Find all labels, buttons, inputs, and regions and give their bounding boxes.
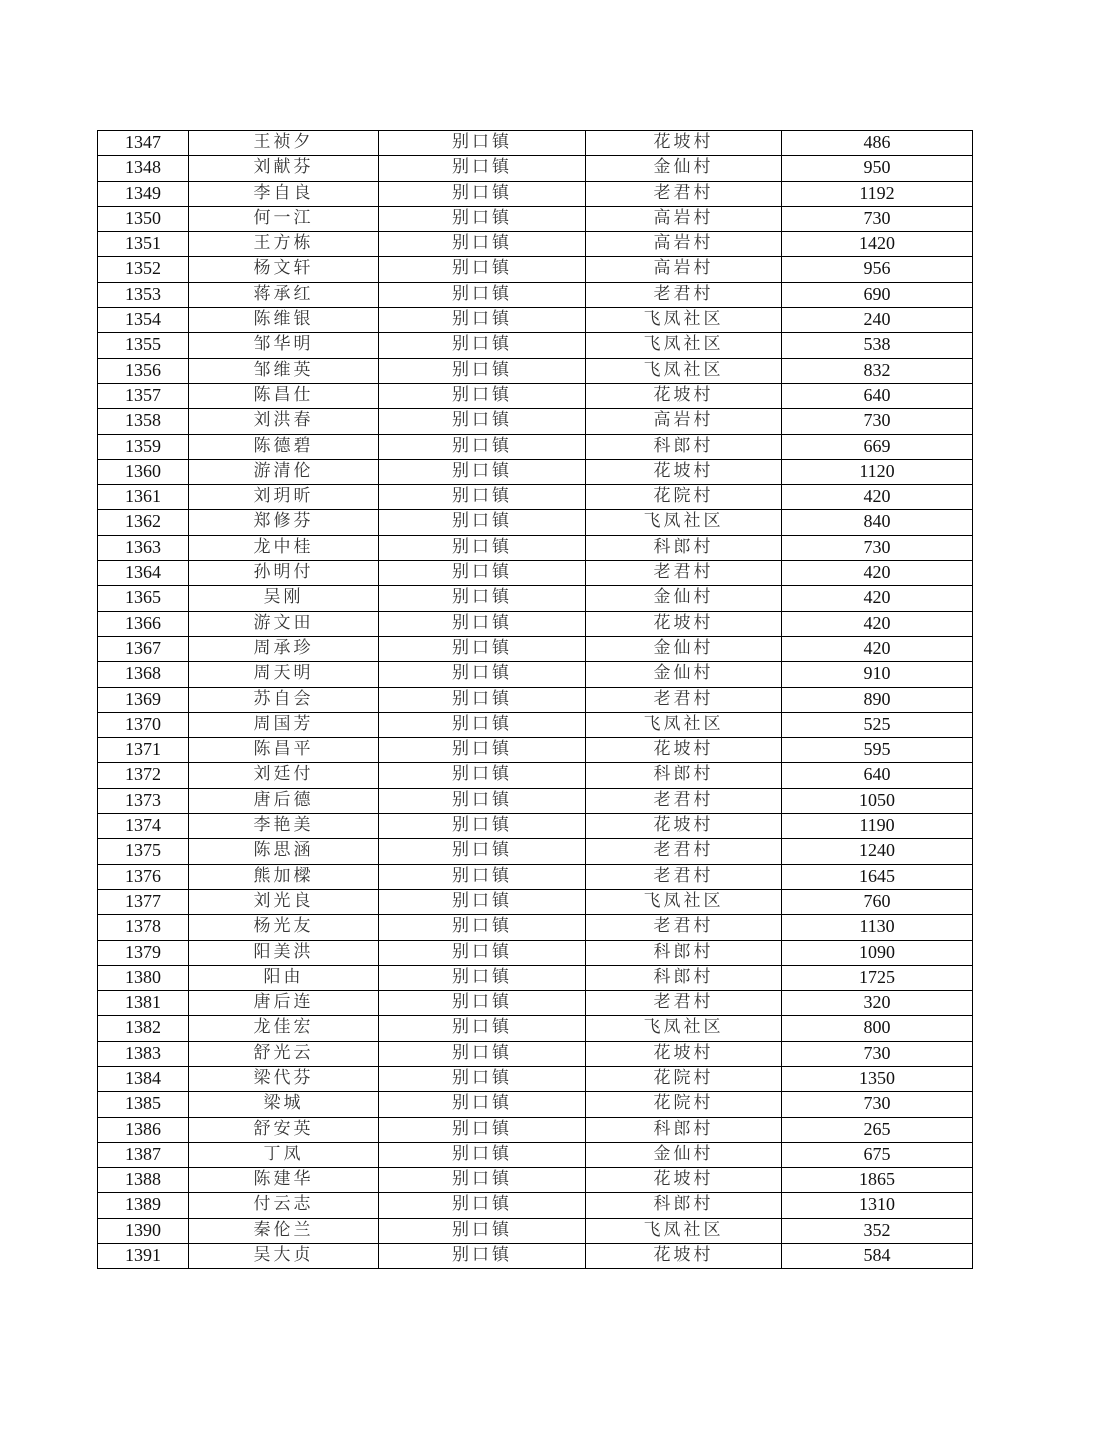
table-row [98, 510, 973, 535]
table-row [98, 839, 973, 864]
table-row [98, 1168, 973, 1193]
village-cell: 金仙村 [586, 156, 782, 181]
table-row [98, 889, 973, 914]
person-name-cell: 苏自会 [189, 687, 379, 712]
amount-cell: 538 [782, 333, 973, 358]
row-number-cell: 1385 [98, 1092, 189, 1117]
table-row [98, 358, 973, 383]
amount-cell: 890 [782, 687, 973, 712]
amount-cell: 675 [782, 1142, 973, 1167]
row-number-cell: 1391 [98, 1244, 189, 1269]
table-row [98, 1092, 973, 1117]
amount-cell: 1865 [782, 1168, 973, 1193]
village-cell: 花院村 [586, 485, 782, 510]
person-name-cell: 王祯夕 [189, 131, 379, 156]
row-number-cell: 1356 [98, 358, 189, 383]
town-cell: 别口镇 [379, 662, 586, 687]
town-cell: 别口镇 [379, 131, 586, 156]
town-cell: 别口镇 [379, 889, 586, 914]
table-row [98, 282, 973, 307]
town-cell: 别口镇 [379, 1168, 586, 1193]
row-number-cell: 1389 [98, 1193, 189, 1218]
amount-cell: 584 [782, 1244, 973, 1269]
village-cell: 科郎村 [586, 1193, 782, 1218]
row-number-cell: 1363 [98, 535, 189, 560]
village-cell: 金仙村 [586, 662, 782, 687]
village-cell: 高岩村 [586, 206, 782, 231]
row-number-cell: 1387 [98, 1142, 189, 1167]
person-name-cell: 何一江 [189, 206, 379, 231]
village-cell: 花坡村 [586, 1168, 782, 1193]
person-name-cell: 王方栋 [189, 232, 379, 257]
person-name-cell: 陈思涵 [189, 839, 379, 864]
person-name-cell: 周国芳 [189, 712, 379, 737]
table-row [98, 409, 973, 434]
town-cell: 别口镇 [379, 611, 586, 636]
town-cell: 别口镇 [379, 738, 586, 763]
town-cell: 别口镇 [379, 1244, 586, 1269]
table-row [98, 181, 973, 206]
village-cell: 老君村 [586, 915, 782, 940]
town-cell: 别口镇 [379, 864, 586, 889]
person-name-cell: 游清伦 [189, 459, 379, 484]
row-number-cell: 1371 [98, 738, 189, 763]
amount-cell: 1420 [782, 232, 973, 257]
town-cell: 别口镇 [379, 687, 586, 712]
row-number-cell: 1361 [98, 485, 189, 510]
village-cell: 高岩村 [586, 409, 782, 434]
town-cell: 别口镇 [379, 965, 586, 990]
amount-cell: 840 [782, 510, 973, 535]
village-cell: 花院村 [586, 1066, 782, 1091]
table-row [98, 131, 973, 156]
row-number-cell: 1375 [98, 839, 189, 864]
table-row [98, 611, 973, 636]
town-cell: 别口镇 [379, 308, 586, 333]
person-name-cell: 蒋承红 [189, 282, 379, 307]
person-name-cell: 周天明 [189, 662, 379, 687]
row-number-cell: 1368 [98, 662, 189, 687]
person-name-cell: 阳美洪 [189, 940, 379, 965]
amount-cell: 595 [782, 738, 973, 763]
town-cell: 别口镇 [379, 1193, 586, 1218]
row-number-cell: 1366 [98, 611, 189, 636]
table-row [98, 662, 973, 687]
amount-cell: 1090 [782, 940, 973, 965]
table-row [98, 763, 973, 788]
town-cell: 别口镇 [379, 561, 586, 586]
town-cell: 别口镇 [379, 1117, 586, 1142]
table-row [98, 1117, 973, 1142]
village-cell: 科郎村 [586, 1117, 782, 1142]
row-number-cell: 1373 [98, 788, 189, 813]
village-cell: 花坡村 [586, 738, 782, 763]
village-cell: 飞凤社区 [586, 712, 782, 737]
person-name-cell: 吴大贞 [189, 1244, 379, 1269]
amount-cell: 1240 [782, 839, 973, 864]
table-row [98, 814, 973, 839]
person-name-cell: 梁城 [189, 1092, 379, 1117]
town-cell: 别口镇 [379, 1218, 586, 1243]
row-number-cell: 1379 [98, 940, 189, 965]
row-number-cell: 1390 [98, 1218, 189, 1243]
table-row [98, 257, 973, 282]
person-name-cell: 郑修芬 [189, 510, 379, 535]
table-row [98, 788, 973, 813]
village-cell: 高岩村 [586, 257, 782, 282]
row-number-cell: 1382 [98, 1016, 189, 1041]
amount-cell: 320 [782, 991, 973, 1016]
table-row [98, 965, 973, 990]
town-cell: 别口镇 [379, 712, 586, 737]
table-row [98, 232, 973, 257]
amount-cell: 956 [782, 257, 973, 282]
amount-cell: 352 [782, 1218, 973, 1243]
person-name-cell: 陈建华 [189, 1168, 379, 1193]
row-number-cell: 1380 [98, 965, 189, 990]
village-cell: 飞凤社区 [586, 333, 782, 358]
person-name-cell: 周承珍 [189, 636, 379, 661]
table-row [98, 864, 973, 889]
village-cell: 花院村 [586, 1092, 782, 1117]
town-cell: 别口镇 [379, 991, 586, 1016]
amount-cell: 760 [782, 889, 973, 914]
amount-cell: 950 [782, 156, 973, 181]
row-number-cell: 1367 [98, 636, 189, 661]
person-name-cell: 龙佳宏 [189, 1016, 379, 1041]
person-name-cell: 刘光良 [189, 889, 379, 914]
table-row [98, 738, 973, 763]
person-name-cell: 唐后连 [189, 991, 379, 1016]
person-name-cell: 杨光友 [189, 915, 379, 940]
person-name-cell: 刘廷付 [189, 763, 379, 788]
person-name-cell: 杨文轩 [189, 257, 379, 282]
person-name-cell: 陈昌平 [189, 738, 379, 763]
amount-cell: 265 [782, 1117, 973, 1142]
person-name-cell: 李自良 [189, 181, 379, 206]
person-name-cell: 龙中桂 [189, 535, 379, 560]
row-number-cell: 1388 [98, 1168, 189, 1193]
person-name-cell: 游文田 [189, 611, 379, 636]
row-number-cell: 1374 [98, 814, 189, 839]
person-name-cell: 秦伦兰 [189, 1218, 379, 1243]
amount-cell: 800 [782, 1016, 973, 1041]
village-cell: 金仙村 [586, 636, 782, 661]
village-cell: 老君村 [586, 181, 782, 206]
person-name-cell: 刘献芬 [189, 156, 379, 181]
person-name-cell: 熊加樑 [189, 864, 379, 889]
table-row [98, 1041, 973, 1066]
table-row [98, 940, 973, 965]
row-number-cell: 1353 [98, 282, 189, 307]
row-number-cell: 1359 [98, 434, 189, 459]
table-row [98, 459, 973, 484]
village-cell: 老君村 [586, 687, 782, 712]
village-cell: 花坡村 [586, 611, 782, 636]
person-name-cell: 邹华明 [189, 333, 379, 358]
person-name-cell: 陈德碧 [189, 434, 379, 459]
person-name-cell: 丁凤 [189, 1142, 379, 1167]
village-cell: 飞凤社区 [586, 1218, 782, 1243]
row-number-cell: 1386 [98, 1117, 189, 1142]
town-cell: 别口镇 [379, 1066, 586, 1091]
row-number-cell: 1365 [98, 586, 189, 611]
row-number-cell: 1383 [98, 1041, 189, 1066]
village-cell: 科郎村 [586, 763, 782, 788]
town-cell: 别口镇 [379, 358, 586, 383]
table-row [98, 1244, 973, 1269]
person-name-cell: 刘洪春 [189, 409, 379, 434]
town-cell: 别口镇 [379, 763, 586, 788]
town-cell: 别口镇 [379, 1016, 586, 1041]
row-number-cell: 1381 [98, 991, 189, 1016]
amount-cell: 730 [782, 206, 973, 231]
person-name-cell: 舒安英 [189, 1117, 379, 1142]
village-cell: 科郎村 [586, 434, 782, 459]
town-cell: 别口镇 [379, 257, 586, 282]
row-number-cell: 1348 [98, 156, 189, 181]
village-cell: 飞凤社区 [586, 510, 782, 535]
town-cell: 别口镇 [379, 1142, 586, 1167]
amount-cell: 486 [782, 131, 973, 156]
amount-cell: 730 [782, 1092, 973, 1117]
person-name-cell: 阳由 [189, 965, 379, 990]
village-cell: 花坡村 [586, 459, 782, 484]
town-cell: 别口镇 [379, 1092, 586, 1117]
table-row [98, 434, 973, 459]
person-name-cell: 吴刚 [189, 586, 379, 611]
amount-cell: 420 [782, 611, 973, 636]
amount-cell: 240 [782, 308, 973, 333]
village-cell: 老君村 [586, 839, 782, 864]
row-number-cell: 1351 [98, 232, 189, 257]
village-cell: 飞凤社区 [586, 358, 782, 383]
town-cell: 别口镇 [379, 232, 586, 257]
amount-cell: 420 [782, 586, 973, 611]
town-cell: 别口镇 [379, 156, 586, 181]
table-row [98, 1193, 973, 1218]
person-name-cell: 陈昌仕 [189, 383, 379, 408]
amount-cell: 832 [782, 358, 973, 383]
table-row [98, 535, 973, 560]
town-cell: 别口镇 [379, 383, 586, 408]
village-cell: 金仙村 [586, 586, 782, 611]
village-cell: 老君村 [586, 561, 782, 586]
table-row [98, 156, 973, 181]
amount-cell: 420 [782, 636, 973, 661]
row-number-cell: 1360 [98, 459, 189, 484]
town-cell: 别口镇 [379, 586, 586, 611]
person-name-cell: 陈维银 [189, 308, 379, 333]
table-row [98, 333, 973, 358]
row-number-cell: 1370 [98, 712, 189, 737]
amount-cell: 730 [782, 409, 973, 434]
village-cell: 金仙村 [586, 1142, 782, 1167]
person-name-cell: 唐后德 [189, 788, 379, 813]
amount-cell: 640 [782, 383, 973, 408]
amount-cell: 1190 [782, 814, 973, 839]
table-row [98, 991, 973, 1016]
town-cell: 别口镇 [379, 510, 586, 535]
row-number-cell: 1350 [98, 206, 189, 231]
town-cell: 别口镇 [379, 940, 586, 965]
village-cell: 飞凤社区 [586, 308, 782, 333]
table-row [98, 1142, 973, 1167]
amount-cell: 910 [782, 662, 973, 687]
town-cell: 别口镇 [379, 788, 586, 813]
village-cell: 飞凤社区 [586, 889, 782, 914]
town-cell: 别口镇 [379, 434, 586, 459]
town-cell: 别口镇 [379, 1041, 586, 1066]
village-cell: 老君村 [586, 864, 782, 889]
row-number-cell: 1376 [98, 864, 189, 889]
table-row [98, 687, 973, 712]
row-number-cell: 1377 [98, 889, 189, 914]
table-row [98, 586, 973, 611]
town-cell: 别口镇 [379, 206, 586, 231]
amount-cell: 1310 [782, 1193, 973, 1218]
table-row [98, 1066, 973, 1091]
village-cell: 花坡村 [586, 1244, 782, 1269]
village-cell: 科郎村 [586, 535, 782, 560]
town-cell: 别口镇 [379, 282, 586, 307]
table-row [98, 561, 973, 586]
person-name-cell: 刘玥昕 [189, 485, 379, 510]
row-number-cell: 1347 [98, 131, 189, 156]
town-cell: 别口镇 [379, 181, 586, 206]
amount-cell: 1192 [782, 181, 973, 206]
amount-cell: 669 [782, 434, 973, 459]
amount-cell: 1645 [782, 864, 973, 889]
person-name-cell: 梁代芬 [189, 1066, 379, 1091]
table-row [98, 915, 973, 940]
person-name-cell: 付云志 [189, 1193, 379, 1218]
row-number-cell: 1352 [98, 257, 189, 282]
row-number-cell: 1349 [98, 181, 189, 206]
table-row [98, 383, 973, 408]
row-number-cell: 1369 [98, 687, 189, 712]
amount-cell: 525 [782, 712, 973, 737]
amount-cell: 1050 [782, 788, 973, 813]
row-number-cell: 1378 [98, 915, 189, 940]
row-number-cell: 1372 [98, 763, 189, 788]
person-name-cell: 孙明付 [189, 561, 379, 586]
row-number-cell: 1357 [98, 383, 189, 408]
table-body [98, 131, 973, 1269]
town-cell: 别口镇 [379, 839, 586, 864]
amount-cell: 420 [782, 561, 973, 586]
amount-cell: 1130 [782, 915, 973, 940]
amount-cell: 1120 [782, 459, 973, 484]
village-cell: 高岩村 [586, 232, 782, 257]
row-number-cell: 1362 [98, 510, 189, 535]
row-number-cell: 1364 [98, 561, 189, 586]
amount-cell: 420 [782, 485, 973, 510]
table-row [98, 1218, 973, 1243]
amount-cell: 690 [782, 282, 973, 307]
town-cell: 别口镇 [379, 814, 586, 839]
town-cell: 别口镇 [379, 459, 586, 484]
town-cell: 别口镇 [379, 535, 586, 560]
village-cell: 科郎村 [586, 940, 782, 965]
village-cell: 飞凤社区 [586, 1016, 782, 1041]
table-row [98, 636, 973, 661]
table-row [98, 206, 973, 231]
row-number-cell: 1354 [98, 308, 189, 333]
village-cell: 花坡村 [586, 1041, 782, 1066]
village-cell: 老君村 [586, 991, 782, 1016]
village-cell: 老君村 [586, 282, 782, 307]
village-cell: 花坡村 [586, 814, 782, 839]
subsidy-table [97, 130, 973, 1269]
row-number-cell: 1358 [98, 409, 189, 434]
amount-cell: 1725 [782, 965, 973, 990]
town-cell: 别口镇 [379, 485, 586, 510]
village-cell: 花坡村 [586, 383, 782, 408]
person-name-cell: 李艳美 [189, 814, 379, 839]
village-cell: 花坡村 [586, 131, 782, 156]
row-number-cell: 1355 [98, 333, 189, 358]
amount-cell: 730 [782, 535, 973, 560]
town-cell: 别口镇 [379, 333, 586, 358]
amount-cell: 640 [782, 763, 973, 788]
person-name-cell: 邹维英 [189, 358, 379, 383]
person-name-cell: 舒光云 [189, 1041, 379, 1066]
town-cell: 别口镇 [379, 915, 586, 940]
table-row [98, 485, 973, 510]
row-number-cell: 1384 [98, 1066, 189, 1091]
village-cell: 老君村 [586, 788, 782, 813]
amount-cell: 1350 [782, 1066, 973, 1091]
village-cell: 科郎村 [586, 965, 782, 990]
town-cell: 别口镇 [379, 409, 586, 434]
table-row [98, 712, 973, 737]
town-cell: 别口镇 [379, 636, 586, 661]
amount-cell: 730 [782, 1041, 973, 1066]
table-row [98, 1016, 973, 1041]
table-row [98, 308, 973, 333]
